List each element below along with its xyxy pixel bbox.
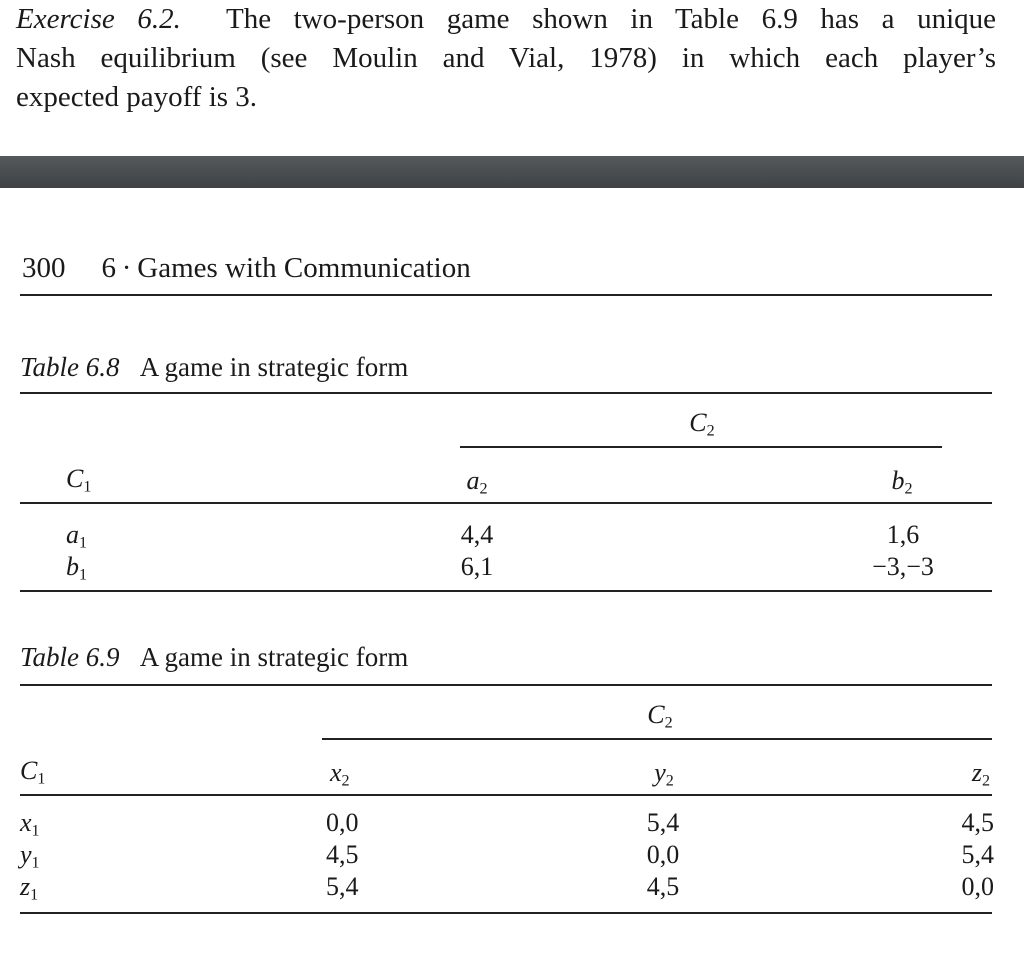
- table-6-9-cell: 5,4: [646, 808, 680, 837]
- page-number: 300: [22, 252, 66, 284]
- table-6-9-title: A game in strategic form: [139, 642, 409, 672]
- table-6-9-cell: 4,5: [961, 808, 994, 837]
- exercise-label: Exercise 6.2.: [16, 3, 181, 35]
- table-6-9-col-header: $y_2$: [654, 758, 674, 790]
- table-6-9-cell: 5,4: [961, 840, 994, 869]
- exercise-line-3: expected payoff is 3.: [16, 81, 258, 113]
- table-6-9-cell: 0,0: [326, 808, 359, 837]
- table-6-8-col-header: $b_2$: [891, 466, 913, 498]
- table-6-9-bottom-rule: [20, 912, 992, 914]
- table-6-9-cell: 5,4: [326, 872, 359, 901]
- table-6-8-bottom-rule: [20, 590, 992, 592]
- table-6-9-label: Table 6.9: [20, 642, 120, 672]
- table-6-9-cell: 0,0: [961, 872, 994, 901]
- table-6-9-caption: [20, 642, 408, 673]
- table-6-9-col-player: $C_2$: [647, 700, 673, 732]
- table-6-9-col-header: $z_2$: [971, 758, 990, 790]
- table-6-8-caption: [20, 352, 408, 383]
- table-6-8-header-rule: [20, 502, 992, 504]
- page-separator-band: [0, 156, 1024, 188]
- exercise-line-1: [16, 0, 996, 39]
- table-6-8-cell: −3,−3: [872, 552, 934, 581]
- table-6-8-label: Table 6.8: [20, 352, 120, 382]
- exercise-text-1: The two-person game shown in Table 6.9 has a unique: [226, 3, 996, 35]
- table-6-9-cell: 4,5: [646, 872, 680, 901]
- table-6-9-col-header: $x_2$: [330, 758, 350, 790]
- table-6-8-spanner-rule: [460, 446, 942, 448]
- table-6-9-row-label: $x_1$: [20, 808, 40, 840]
- table-6-9-spanner-rule: [322, 738, 992, 740]
- exercise-line-2: Nash equilibrium (see Moulin and Vial, 1978) in which each player’s: [16, 42, 996, 74]
- table-6-8-cell: 4,4: [460, 520, 494, 549]
- table-6-9-row-label: $z_1$: [20, 872, 39, 904]
- table-6-8-row-player: $C_1$: [66, 464, 92, 496]
- running-head: [22, 252, 471, 285]
- chapter-title: 6 · Games with Communication: [101, 252, 471, 284]
- table-6-8-cell: 1,6: [886, 520, 920, 549]
- table-6-8-col-header: $a_2$: [466, 466, 488, 498]
- table-6-8-row-label: $b_1$: [66, 552, 88, 584]
- table-6-9-row-label: $y_1$: [20, 840, 40, 872]
- table-6-9-cell: 4,5: [326, 840, 359, 869]
- exercise-paragraph: [16, 0, 996, 117]
- table-6-8-top-rule: [20, 392, 992, 394]
- table-6-8-row-label: $a_1$: [66, 520, 88, 552]
- table-6-9-top-rule: [20, 684, 992, 686]
- table-6-8-cell: 6,1: [460, 552, 494, 581]
- running-head-rule: [20, 294, 992, 296]
- table-6-9-row-player: $C_1$: [20, 756, 46, 788]
- table-6-8-col-player: $C_2$: [689, 408, 715, 440]
- table-6-9-header-rule: [20, 794, 992, 796]
- table-6-9-cell: 0,0: [646, 840, 680, 869]
- table-6-8-title: A game in strategic form: [139, 352, 409, 382]
